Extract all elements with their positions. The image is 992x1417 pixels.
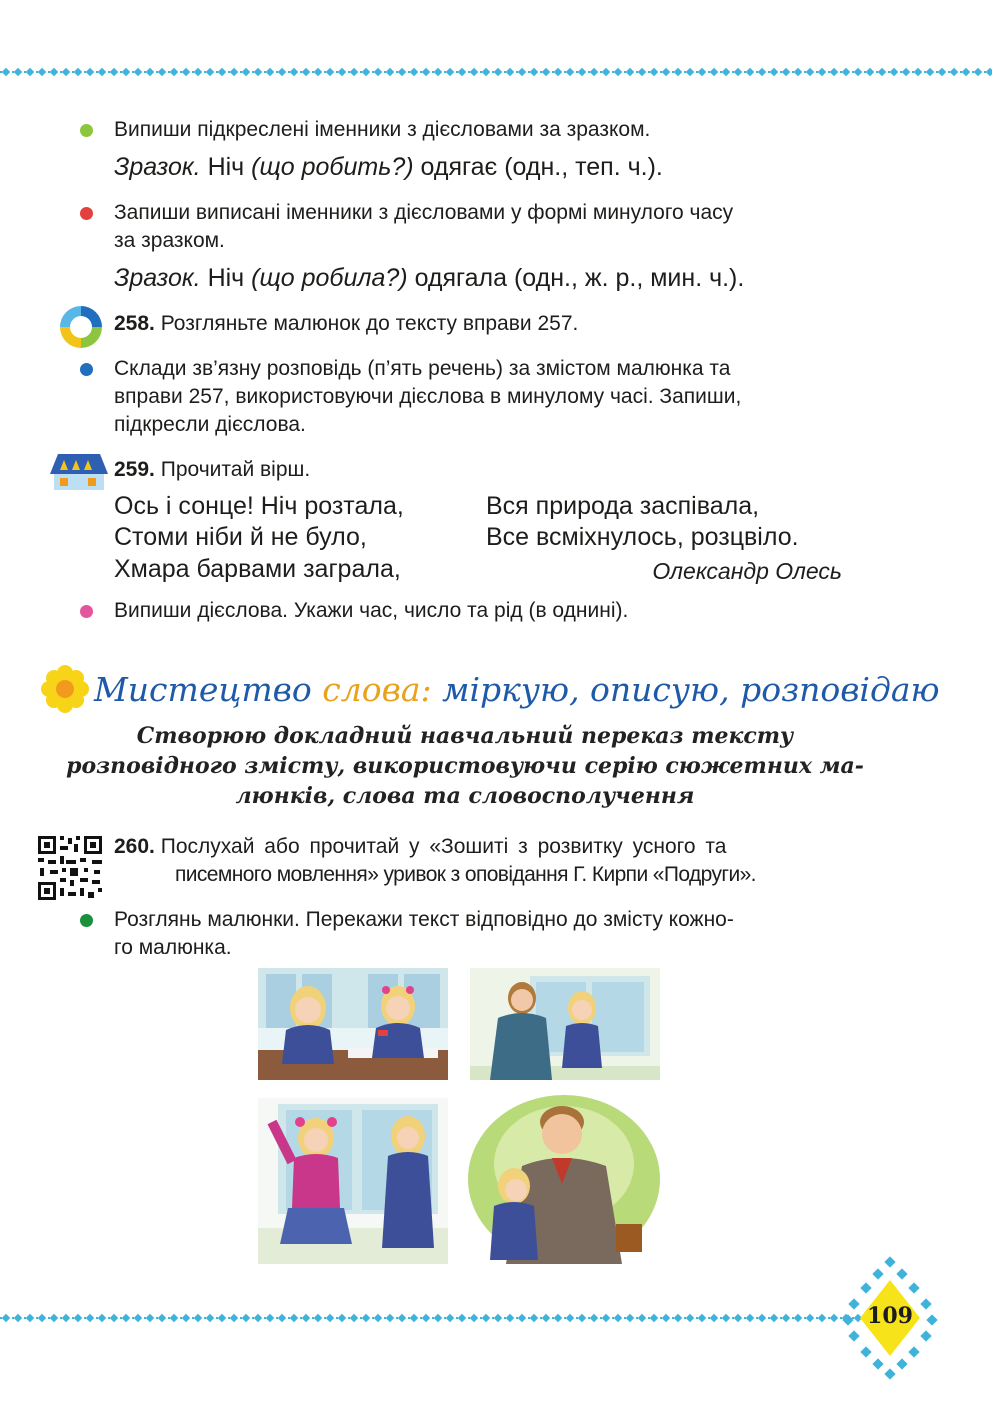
ex258-task-line3: підкресли дієслова. — [114, 413, 306, 436]
ex259-heading — [114, 456, 310, 484]
ex260-line1 — [114, 833, 844, 861]
sample-noun: Ніч — [207, 153, 245, 181]
sample-question: (що робить?) — [251, 153, 414, 181]
bullet-green-light — [80, 124, 93, 137]
sample-noun: Ніч — [207, 264, 245, 292]
bullet-pink — [80, 605, 93, 618]
poem-left-line3: Хмара барвами заграла, — [114, 555, 401, 583]
sample-rest: одягає (одн., теп. ч.). — [420, 153, 663, 181]
poem-left-line2: Стоми ніби й не було, — [114, 523, 367, 551]
page-number: 109 — [867, 1303, 913, 1329]
flower-icon — [40, 664, 90, 714]
task-a-sample — [114, 151, 663, 183]
bottom-ornament-border — [0, 1312, 870, 1324]
ex260-task-line1: Розглянь малюнки. Перекажи текст відповідно до змісту кожно- — [114, 908, 734, 931]
ex258-task-line2: вправи 257, використовуючи дієслова в минулому часі. Запиши, — [114, 385, 742, 408]
exercise-number: 260. — [114, 835, 155, 858]
ex260-line2: писемного мовлення» уривок з оповідання Г. Кирпи «Подруги». — [175, 863, 756, 886]
top-ornament-border — [0, 66, 992, 78]
bullet-green-dark — [80, 914, 93, 927]
section-title-part1: Мистецтво — [94, 670, 312, 709]
illustration-teacher-and-girl — [470, 968, 660, 1080]
ex259-task: Випиши дієслова. Укажи час, число та рід (в однині). — [114, 599, 629, 622]
bullet-blue — [80, 363, 93, 376]
house-icon — [46, 450, 112, 492]
section-subtitle-line1: Створюю докладний навчальний переказ тексту — [136, 723, 794, 749]
qr-code-icon[interactable] — [36, 834, 104, 902]
poem-author: Олександр Олесь — [652, 558, 842, 584]
section-title-part2: слова: — [322, 670, 432, 709]
sample-label: Зразок. — [114, 153, 201, 181]
ex260-task-line2: го малюнка. — [114, 936, 232, 959]
sample-label: Зразок. — [114, 264, 201, 292]
task-b-line1: Запиши виписані іменники з дієсловами у формі минулого часу — [114, 201, 734, 224]
sample-rest: одягала (одн., ж. р., мин. ч.). — [414, 264, 745, 292]
exercise-number: 259. — [114, 458, 155, 481]
section-subtitle-line3: люнків, слова та словосполучення — [235, 783, 695, 809]
poem-left-line1: Ось і сонце! Ніч розтала, — [114, 492, 404, 520]
group-work-icon — [58, 304, 104, 350]
section-title — [94, 670, 940, 710]
poem-right-line2: Все всміхнулось, розцвіло. — [486, 523, 799, 551]
section-subtitle-line2: розповідного змісту, використовуючи серію сюжетних ма- — [66, 753, 864, 779]
exercise-text: Розгляньте малюнок до тексту вправи 257. — [160, 312, 579, 335]
exercise-text: Послухай або прочитай у «Зошиті з розвитку усного та — [160, 835, 727, 858]
sample-question: (що робила?) — [251, 264, 408, 292]
section-title-part3: міркую, описую, розповідаю — [442, 670, 940, 709]
ex258-heading — [114, 310, 578, 338]
task-b-sample — [114, 262, 744, 294]
task-a-instruction: Випиши підкреслені іменники з дієсловами за зразком. — [114, 118, 651, 141]
poem-right-line1: Вся природа заспівала, — [486, 492, 760, 520]
bullet-red — [80, 207, 93, 220]
illustration-girls-arguing — [258, 1098, 448, 1264]
ex258-task-line1: Склади зв’язну розповідь (п’ять речень) за змістом малюнка та — [114, 357, 731, 380]
exercise-text: Прочитай вірш. — [160, 458, 311, 481]
illustration-father-and-girl — [466, 1094, 662, 1264]
illustration-girls-at-desk — [258, 968, 448, 1080]
task-b-line2: за зразком. — [114, 229, 225, 252]
exercise-number: 258. — [114, 312, 155, 335]
